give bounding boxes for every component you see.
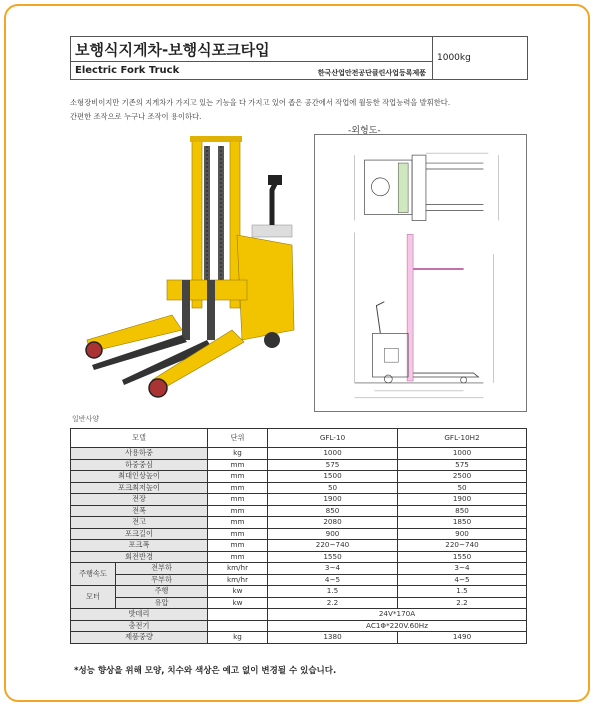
row-unit: mm (208, 517, 268, 529)
charger-value: AC1Φ*220V.60Hz (268, 620, 527, 632)
row-value-b: 2500 (398, 471, 527, 483)
weight-value-a: 1380 (268, 632, 398, 644)
battery-unit (208, 609, 268, 621)
spec-caption: 일반사양 (72, 415, 100, 423)
title-korean: 보행식지게차-보행식포크타입 (75, 41, 270, 59)
header-gfl10: GFL-10 (268, 429, 398, 448)
table-row (71, 563, 527, 575)
row-label: 전폭 (71, 505, 208, 517)
row-label: 전고 (71, 517, 208, 529)
row-value-a: 1550 (268, 551, 398, 563)
row-label: 전부하 (116, 563, 208, 575)
table-row (71, 620, 527, 632)
row-label: 회전반경 (71, 551, 208, 563)
header-title-cell (71, 37, 433, 79)
row-label: 전장 (71, 494, 208, 506)
row-value-a: 4~5 (268, 574, 398, 586)
row-value-a: 575 (268, 459, 398, 471)
weight-unit: kg (208, 632, 268, 644)
row-unit: mm (208, 471, 268, 483)
table-row (71, 609, 527, 621)
forklift-photo (72, 130, 308, 400)
table-row (71, 597, 527, 609)
row-unit: mm (208, 482, 268, 494)
row-label: 포크폭 (71, 540, 208, 552)
table-row (71, 482, 527, 494)
table-row (71, 517, 527, 529)
row-unit: mm (208, 505, 268, 517)
row-value-b: 4~5 (398, 574, 527, 586)
row-unit: km/hr (208, 574, 268, 586)
row-value-b: 900 (398, 528, 527, 540)
row-value-a: 1000 (268, 448, 398, 460)
charger-label: 충전기 (71, 620, 208, 632)
diagram-label: -외형도- (348, 126, 381, 136)
table-row (71, 505, 527, 517)
row-value-a: 1900 (268, 494, 398, 506)
spec-table (70, 428, 527, 644)
row-value-b: 220~740 (398, 540, 527, 552)
spec-header-row (71, 429, 527, 448)
row-label: 사용하중 (71, 448, 208, 460)
weight-value-b: 1490 (398, 632, 527, 644)
header-divider (71, 61, 432, 62)
description (70, 96, 450, 124)
row-unit: kw (208, 597, 268, 609)
row-unit: kw (208, 586, 268, 598)
row-value-a: 2080 (268, 517, 398, 529)
row-label: 유압 (116, 597, 208, 609)
description-line-1: 소형장비이지만 기존의 지게차가 가지고 있는 기능을 다 가지고 있어 좁은 공간에서 작업에 월등한 작업능력을 발휘한다. (70, 98, 451, 107)
table-row (71, 540, 527, 552)
row-value-b: 1.5 (398, 586, 527, 598)
battery-label: 밧데리 (71, 609, 208, 621)
row-value-a: 900 (268, 528, 398, 540)
header-model: 모델 (71, 429, 208, 448)
row-value-b: 50 (398, 482, 527, 494)
row-value-b: 2.2 (398, 597, 527, 609)
header-unit: 단위 (208, 429, 268, 448)
row-unit: mm (208, 551, 268, 563)
capacity-cell: 1000kg (437, 53, 471, 63)
row-value-b: 1850 (398, 517, 527, 529)
speed-group-label: 주행속도 (71, 563, 116, 586)
header-gfl10h2: GFL-10H2 (398, 429, 527, 448)
row-value-b: 850 (398, 505, 527, 517)
table-row (71, 632, 527, 644)
table-row (71, 459, 527, 471)
row-unit: km/hr (208, 563, 268, 575)
row-unit: kg (208, 448, 268, 460)
row-value-b: 575 (398, 459, 527, 471)
row-label: 하중중심 (71, 459, 208, 471)
table-row (71, 448, 527, 460)
description-line-2: 간편한 조작으로 누구나 조작이 용이하다. (70, 112, 202, 121)
row-value-a: 220~740 (268, 540, 398, 552)
battery-value: 24V*170A (268, 609, 527, 621)
footnote: *성능 향상을 위해 모양, 치수와 색상은 예고 없이 변경될 수 있습니다. (74, 666, 337, 676)
table-row (71, 574, 527, 586)
row-value-a: 50 (268, 482, 398, 494)
table-row (71, 586, 527, 598)
header-box (70, 36, 528, 80)
row-value-b: 1000 (398, 448, 527, 460)
row-label: 최대인상높이 (71, 471, 208, 483)
row-label: 주행 (116, 586, 208, 598)
row-value-a: 3~4 (268, 563, 398, 575)
row-label: 무부하 (116, 574, 208, 586)
title-english: Electric Fork Truck (75, 65, 180, 76)
row-value-b: 1550 (398, 551, 527, 563)
charger-unit (208, 620, 268, 632)
row-label: 포크최저높이 (71, 482, 208, 494)
row-value-b: 3~4 (398, 563, 527, 575)
table-row (71, 494, 527, 506)
row-unit: mm (208, 459, 268, 471)
table-row (71, 528, 527, 540)
certification-text: 한국산업안전공단클린사업등록제품 (317, 69, 426, 77)
row-value-a: 850 (268, 505, 398, 517)
outline-drawing (314, 134, 527, 412)
row-unit: mm (208, 540, 268, 552)
row-value-a: 1.5 (268, 586, 398, 598)
row-unit: mm (208, 494, 268, 506)
table-row (71, 471, 527, 483)
row-value-b: 1900 (398, 494, 527, 506)
motor-group-label: 모터 (71, 586, 116, 609)
weight-label: 제품중량 (71, 632, 208, 644)
row-value-a: 1500 (268, 471, 398, 483)
table-row (71, 551, 527, 563)
row-label: 포크길이 (71, 528, 208, 540)
row-unit: mm (208, 528, 268, 540)
row-value-a: 2.2 (268, 597, 398, 609)
